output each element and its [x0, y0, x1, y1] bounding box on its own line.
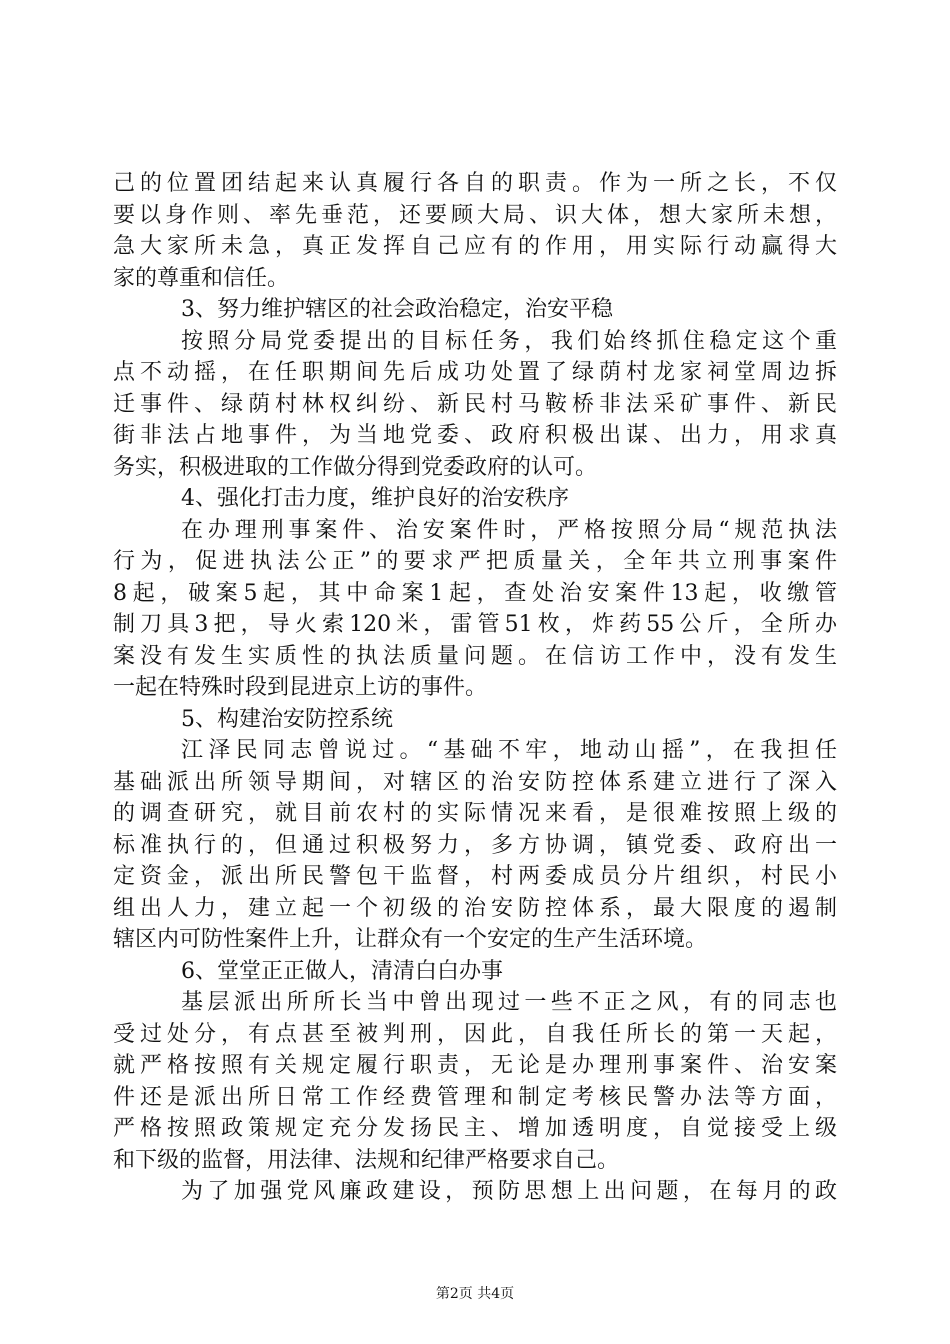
text-line: 就严格按照有关规定履行职责，无论是办理刑事案件、治安案 — [113, 1053, 837, 1078]
text-line: 行为，促进执法公正”的要求严把质量关，全年共立刑事案件 — [113, 549, 837, 574]
text-line: 务实，积极进取的工作做分得到党委政府的认可。 — [113, 454, 598, 480]
text-line: 基层派出所所长当中曾出现过一些不正之风，有的同志也 — [181, 990, 837, 1015]
text-line: 制刀具3把，导火索120米，雷管51枚，炸药55公斤，全所办 — [113, 612, 837, 637]
text-line: 辖区内可防性案件上升，让群众有一个安定的生产生活环境。 — [113, 927, 708, 952]
section-heading-6: 6、堂堂正正做人，清清白白办事 — [181, 958, 503, 984]
text-line: 8起，破案5起，其中命案1起，查处治安案件13起，收缴管 — [113, 580, 837, 606]
text-line: 组出人力，建立起一个初级的治安防控体系，最大限度的遏制 — [113, 895, 837, 921]
text-line: 受过处分，有点甚至被判刑，因此，自我任所长的第一天起， — [113, 1021, 837, 1047]
text-line: 按照分局党委提出的目标任务，我们始终抓住稳定这个重 — [181, 328, 837, 354]
text-line: 定资金，派出所民警包干监督，村两委成员分片组织，村民小 — [113, 864, 837, 889]
text-line: 件还是派出所日常工作经费管理和制定考核民警办法等方面， — [113, 1084, 837, 1110]
text-line: 江泽民同志曾说过。“基础不牢，地动山摇”，在我担任 — [181, 738, 837, 763]
section-heading-4: 4、强化打击力度，维护良好的治安秩序 — [181, 486, 569, 511]
text-line: 己的位置团结起来认真履行各自的职责。作为一所之长，不仅 — [113, 171, 837, 196]
text-line: 标准执行的，但通过积极努力，多方协调，镇党委、政府出一 — [113, 832, 837, 858]
text-line: 严格按照政策规定充分发扬民主、增加透明度，自觉接受上级 — [113, 1116, 837, 1141]
section-heading-5: 5、构建治安防控系统 — [181, 706, 393, 732]
text-line: 在办理刑事案件、治安案件时，严格按照分局“规范执法 — [181, 517, 837, 543]
text-line: 的调查研究，就目前农村的实际情况来看，是很难按照上级的 — [113, 801, 837, 826]
text-line: 迁事件、绿荫村林权纠纷、新民村马鞍桥非法采矿事件、新民 — [113, 391, 837, 417]
document-body — [113, 168, 837, 1208]
text-line: 一起在特殊时段到昆进京上访的事件。 — [113, 675, 488, 700]
section-heading-3: 3、努力维护辖区的社会政治稳定，治安平稳 — [181, 297, 613, 322]
text-line: 基础派出所领导期间，对辖区的治安防控体系建立进行了深入 — [113, 769, 837, 795]
text-line: 急大家所未急，真正发挥自己应有的作用，用实际行动赢得大 — [113, 234, 837, 259]
page-footer: 第2页 共4页 — [435, 1286, 515, 1302]
text-line: 案没有发生实质性的执法质量问题。在信访工作中，没有发生 — [113, 643, 837, 669]
text-line: 街非法占地事件，为当地党委、政府积极出谋、出力，用求真 — [113, 423, 837, 448]
text-line: 为了加强党风廉政建设，预防思想上出问题，在每月的政 — [181, 1179, 837, 1204]
text-line: 要以身作则、率先垂范，还要顾大局、识大体，想大家所未想， — [113, 202, 837, 228]
text-line: 点不动摇，在任职期间先后成功处置了绿荫村龙家祠堂周边拆 — [113, 360, 837, 385]
text-line: 和下级的监督，用法律、法规和纪律严格要求自己。 — [113, 1147, 620, 1173]
text-line: 家的尊重和信任。 — [113, 265, 290, 291]
